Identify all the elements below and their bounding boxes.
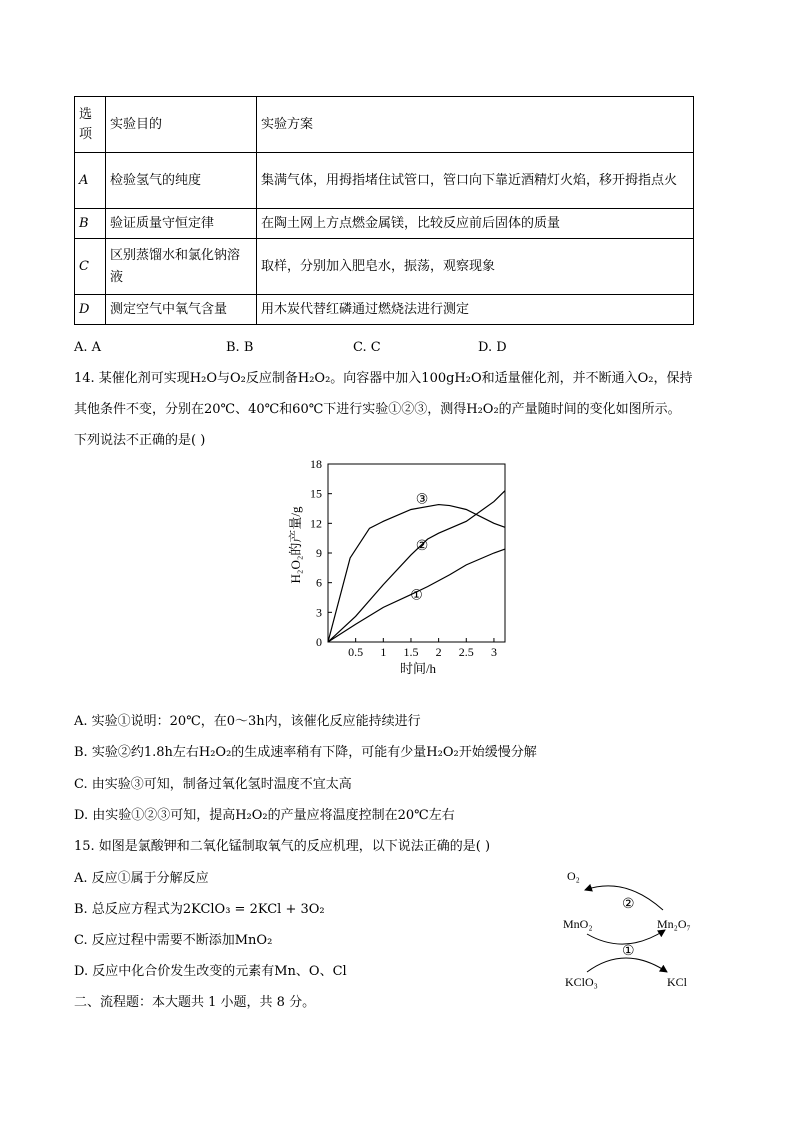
chart-series	[328, 491, 505, 642]
header-plan: 实验方案	[257, 97, 694, 153]
row-option: B	[75, 209, 106, 239]
q13-option-b[interactable]: B. B	[226, 340, 254, 355]
step1-upper-arrow	[587, 930, 665, 944]
series-label-2: ②	[415, 539, 429, 555]
q15-option-b[interactable]: B. 总反应方程式为2KClO₃ = 2KCl + 3O₂	[74, 902, 325, 917]
chart-y-axis-label: H₂O₂的产量/g	[288, 506, 303, 584]
q14-stem-line3: 下列说法不正确的是( )	[74, 433, 206, 448]
y-tick-label: 18	[310, 457, 322, 471]
series-label-1: ①	[410, 588, 423, 604]
header-option: 选项	[75, 97, 106, 153]
section2-heading: 二、流程题：本大题共 1 小题，共 8 分。	[74, 995, 316, 1010]
y-tick-label: 12	[310, 516, 322, 531]
y-tick-label: 15	[310, 486, 322, 501]
chart-x-axis-label: 时间/h	[399, 661, 437, 676]
row-plan: 集满气体，用拇指堵住试管口，管口向下靠近酒精灯火焰，移开拇指点火	[257, 153, 694, 209]
x-tick-label: 3	[490, 645, 497, 659]
row-option: C	[75, 239, 106, 295]
q15-option-a[interactable]: A. 反应①属于分解反应	[74, 871, 209, 886]
q13-option-a[interactable]: A. A	[74, 340, 102, 355]
row-purpose: 区别蒸馏水和氯化钠溶液	[106, 239, 257, 295]
q14-stem-line2: 其他条件不变，分别在20℃、40℃和60℃下进行实验①②③，测得H₂O₂的产量随时间的变化如图所示。	[74, 402, 681, 417]
table-row	[75, 295, 694, 325]
y-tick-label: 0	[316, 635, 322, 649]
x-tick-label: 0.5	[348, 645, 364, 659]
y-tick-label: 6	[316, 575, 322, 590]
row-plan: 取样，分别加入肥皂水，振荡，观察现象	[257, 239, 694, 295]
table-row	[75, 209, 694, 239]
q13-option-d[interactable]: D. D	[478, 340, 507, 355]
series-label-3: ③	[415, 492, 429, 508]
q14-option-d[interactable]: D. 由实验①②③可知，提高H₂O₂的产量应将温度控制在20℃左右	[74, 808, 455, 823]
x-tick-label: 2	[435, 645, 442, 659]
row-purpose: 测定空气中氧气含量	[106, 295, 257, 325]
row-option: D	[75, 295, 106, 325]
table-row	[75, 239, 694, 295]
q15-option-c[interactable]: C. 反应过程中需要不断添加MnO₂	[74, 933, 273, 948]
q14-option-a[interactable]: A. 实验①说明：20℃，在0～3h内，该催化反应能持续进行	[74, 714, 421, 729]
row-purpose: 验证质量守恒定律	[106, 209, 257, 239]
row-option: A	[75, 153, 106, 209]
series-line-3	[328, 505, 505, 642]
series-line-2	[328, 491, 505, 642]
h2o2-yield-chart	[270, 450, 530, 690]
chart-ticks	[310, 457, 497, 659]
q15-stem: 15. 如图是氯酸钾和二氧化锰制取氧气的反应机理，以下说法正确的是( )	[74, 839, 491, 854]
mn2o7-label: Mn₂O₇	[657, 917, 691, 931]
mno2-label: MnO₂	[563, 917, 593, 931]
o2-label: O₂	[567, 869, 580, 883]
q14-option-b[interactable]: B. 实验②约1.8h左右H₂O₂的生成速率稍有下降，可能有少量H₂O₂开始缓慢分解	[74, 745, 537, 760]
step1-label: ①	[622, 944, 635, 959]
x-tick-label: 2.5	[458, 645, 474, 659]
step1-lower-arrow	[587, 958, 667, 972]
kclo3-label: KClO₃	[565, 975, 598, 989]
y-tick-label: 9	[316, 546, 322, 560]
y-tick-label: 3	[316, 605, 322, 620]
x-tick-label: 1	[380, 645, 387, 659]
row-plan: 用木炭代替红磷通过燃烧法进行测定	[257, 295, 694, 325]
x-tick-label: 1.5	[403, 645, 419, 659]
row-plan: 在陶土网上方点燃金属镁，比较反应前后固体的质量	[257, 209, 694, 239]
q14-stem-line1: 14. 某催化剂可实现H₂O与O₂反应制备H₂O₂。向容器中加入100gH₂O和适量催化剂，并不断通入O₂，保持	[74, 371, 693, 386]
table-header-row	[75, 97, 694, 153]
header-purpose: 实验目的	[106, 97, 257, 153]
step2-label: ②	[622, 897, 635, 912]
q15-option-d[interactable]: D. 反应中化合价发生改变的元素有Mn、O、Cl	[74, 964, 347, 979]
reaction-mechanism-diagram	[555, 862, 715, 992]
experiment-table	[74, 96, 694, 325]
q13-option-c[interactable]: C. C	[353, 340, 381, 355]
kcl-label: KCl	[667, 975, 688, 989]
table-row	[75, 153, 694, 209]
row-purpose: 检验氢气的纯度	[106, 153, 257, 209]
q14-option-c[interactable]: C. 由实验③可知，制备过氧化氢时温度不宜太高	[74, 777, 352, 792]
